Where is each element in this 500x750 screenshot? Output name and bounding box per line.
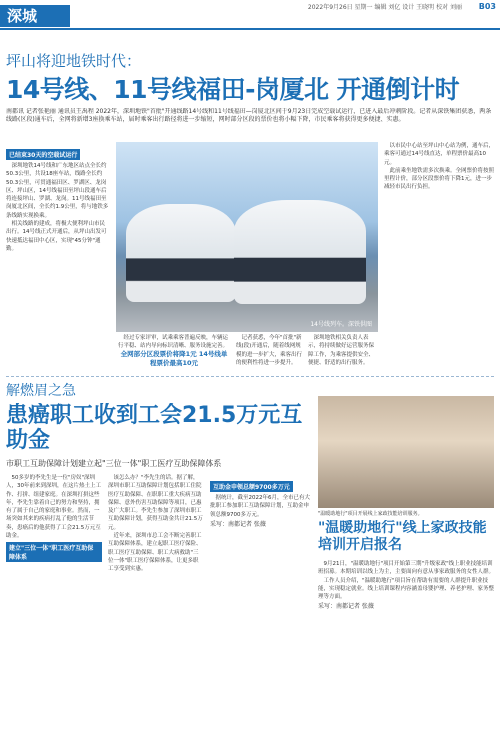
section-tag: 深城: [0, 5, 70, 27]
fare-highlight: 全网部分区段票价将降1元 14号线单程票价最高10元: [120, 350, 228, 367]
article1-col1-text: 深圳地铁14号线和广东地区站点全长约50.3公里，共设18座车站，线路全长约50.3公里，可贯通福田区、罗湖区、龙岗区、坪山区，14号线福田至坪山段通车后将连接坪山、罗湖、龙岗。11号线福田至岗厦北区间，全长约1.9公里，将与地铁多条线路实现换乘。: [6, 163, 109, 219]
article2-col2: [108, 474, 204, 744]
article3-body: [318, 560, 494, 746]
article2-col2-text: 该怎么办？"李先生的话。据了解，深圳市职工互助保障计划包括职工住院医疗互助保障、在职职工重大疾病互助保障、意外伤害互助保障等项目，已惠及广大职工。李先生参加了深圳市职工互助保障计划，获得互助金共计21.5万元。: [108, 475, 203, 531]
article2-col1-subhead: 建立"三位一体"职工医疗互助保障体系: [6, 542, 102, 562]
article2-subtitle: 市职工互助保障计划建立起"三位一体"职工医疗互助保障体系: [6, 459, 222, 468]
train-left: [126, 204, 236, 302]
article3-photo-caption: "温暖助地行"项目开展线上家政技能培训服务。: [318, 511, 423, 517]
article2-col3: [210, 474, 310, 744]
article1-col5-text: 以市民中心站至坪山中心站为例，通车后，乘客可通过14号线直达，单程票价最高10元。: [384, 143, 494, 166]
section-divider: [6, 376, 494, 377]
article3-byline: 采写：南都记者 张薇: [318, 603, 374, 611]
article1-photo: [116, 142, 378, 332]
article2-col1-text: 50多岁的李先生是一位"房奴"深圳人，30年前来到深圳，在这片热土上工作、打拼、组建家庭。在深圳打拼这些年，李先生靠着自己的努力和坚持，拥有了属于自己的家庭和事业。然而，一场突如其来的疾病打乱了他的生活节奏，患癌后的他获得了工会21.5万元互助金。: [6, 475, 101, 540]
article1-col1-subhead: 已结束30天的空载试运行: [6, 149, 80, 160]
article3-photo: [318, 396, 494, 508]
article1-kicker: 坪山将迎地铁时代：: [6, 52, 142, 70]
article3-body2-text: 工作人员介绍，"温暖助地行"项目旨在帮助有需要的人群提升职业技能，实现稳定就业。线上培训课程内容涵盖母婴护理、养老护理、家务整理等方面。: [318, 577, 494, 601]
article1-col5: [308, 334, 378, 374]
article1-intro: 南都讯 记者张艳丽 通讯员王禹程 2022年，深圳地铁"首批"开通线路14号线和11号线福田—岗厦北区间于9月23日完成空载试运行，已进入最后冲刺阶段。记者从深铁集团获悉，两条线路(区段)通车后，全网将新增3座换乘车站，届时乘客出行路径将进一步缩短，网时部分区段的票价也将小幅下降，市民乘客将获得更多便捷、实惠。: [6, 108, 492, 123]
page-number: B03: [478, 2, 496, 11]
article2-col1: [6, 474, 102, 744]
article2-col4-text: 据统计，截至2022年6月，全市已有大批职工参加职工互助保障计划，互助金申领总额9700多万元。: [210, 495, 310, 518]
article1-col3-text: 经过专家评审，试乘乘客普遍反映，车辆运行平稳、站内导向标识清晰、服务设施完善。: [118, 335, 229, 350]
article1-col6-text: 此前乘坐地铁需多次换乘。全网票价将按照里程计价，部分区段票价将下降1元，进一步减轻市民出行负担。: [384, 167, 494, 191]
article2-col3-subhead: 互助金申领总额9700多万元: [210, 481, 293, 492]
article2-byline: 采写：南都记者 张薇: [210, 520, 266, 528]
header-meta: 2022年9月26日 星期一 编辑 刘亿 设计 王晓明 校对 刘丽: [307, 4, 462, 11]
article2-col3-text: 近年来，深圳市总工会不断完善职工互助保障体系，建立起职工医疗保险、职工医疗互助保障、职工大病救助"三位一体"职工医疗保障体系，让更多职工享受到实惠。: [108, 533, 202, 573]
article2-kicker: 解燃眉之急: [6, 383, 76, 399]
article1-col1: [6, 142, 110, 374]
article1-photo-caption: 14号线列车。深铁供图: [310, 321, 372, 328]
article1-col4: [236, 334, 304, 374]
article2-title: 患癌职工收到工会21.5万元互助金: [6, 403, 303, 453]
article3-title: "温暖助地行"线上家政技能培训开启报名: [318, 520, 487, 553]
train-right: [234, 200, 366, 304]
article3-body-text: 9月21日，"温暖助地行"项目开始第三期"升级家政"线上职业技能培训班招募。本期培训以线上为主，主要面向有意从事家政服务的女性人群。: [318, 561, 494, 576]
article1-col2-text: 相关线路的建成，将极大便利坪山市民出行。14号线正式开通后，从坪山出发可快速抵达福田中心区，实现"45分钟"通勤。: [6, 221, 107, 252]
article1-col4-text: 深圳地铁相关负责人表示，将持续做好运营服务保障工作，为乘客提供安全、便捷、舒适的出行服务。: [308, 335, 375, 366]
article1-col6: [384, 142, 494, 374]
article1-col3b-text: 记者获悉，今年"首批"新线(段)开通后，随着线网规模的进一步扩大，乘客出行的便利性将进一步提升。: [236, 335, 303, 366]
article1-title: 14号线、11号线福田-岗厦北 开通倒计时: [6, 75, 460, 104]
